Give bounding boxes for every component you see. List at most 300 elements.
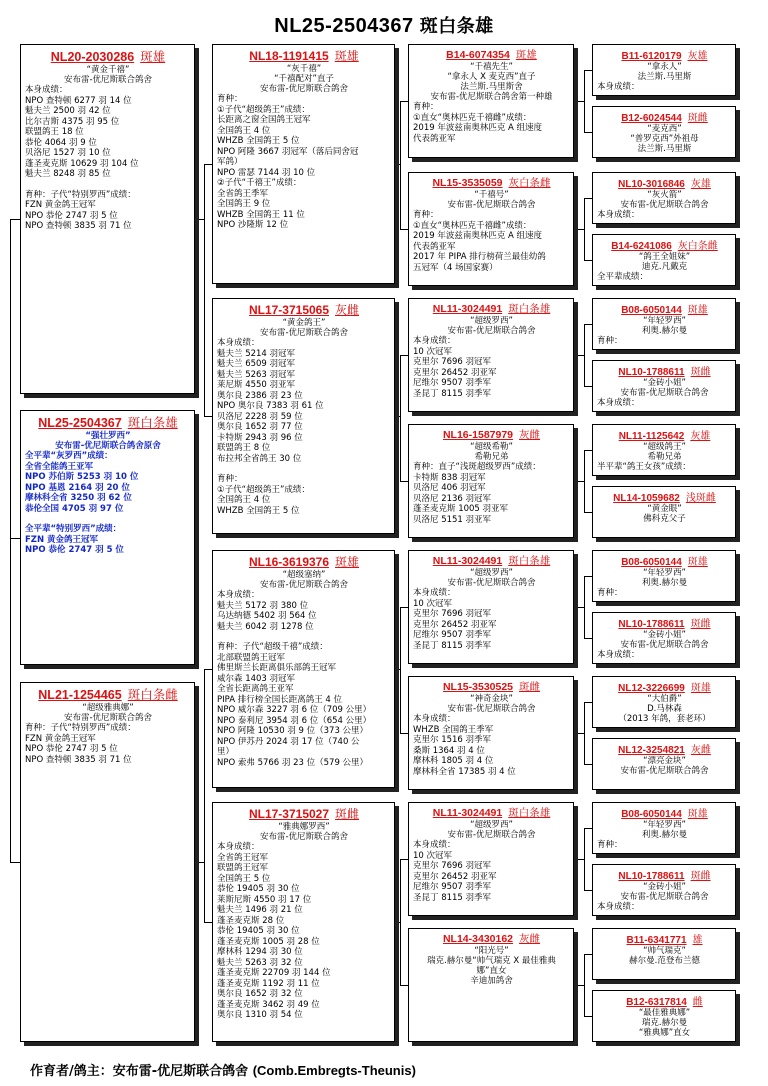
connector-line <box>204 669 212 670</box>
card-ring-header <box>597 553 732 568</box>
ring-number: B08-6050144 <box>621 809 682 820</box>
connector-line <box>400 101 408 102</box>
performance-line: 魁夫兰 5263 羽冠军 <box>217 369 296 380</box>
card-ring-header <box>597 679 732 694</box>
performance-line: 奥尔良 1310 羽 54 位 <box>217 1010 303 1020</box>
ring-number: NL11-1125642 <box>618 431 685 442</box>
pigeon-lineage: 佛科克父子 <box>643 514 686 524</box>
pigeon-card-mmf <box>408 802 574 916</box>
pigeon-name: “超级罗西” <box>470 316 513 326</box>
card-ring-header <box>597 301 732 316</box>
performance-line: 10 次冠军 <box>413 850 453 861</box>
ring-number: NL12-3226699 <box>618 683 685 694</box>
performance-line: 本身成绩： <box>597 398 640 408</box>
connector-line <box>10 219 11 862</box>
card-ring-header <box>217 301 391 318</box>
performance-line: NPO 泰利尼 3954 羽 6 位（654 公里） <box>217 715 372 726</box>
connector-line <box>400 859 401 985</box>
pigeon-lineage: 希勒兄弟 <box>474 452 509 462</box>
pigeon-owner: 安布雷-优尼斯联合鸽舍 <box>259 580 349 590</box>
performance-line: 卡特斯 838 羽冠军 <box>413 472 486 483</box>
pigeon-color: 灰雌 <box>519 933 541 945</box>
performance-line: FZN 黄金鸽王冠军 <box>25 733 96 744</box>
pigeon-lineage: 赫尔曼.范登布兰德 <box>629 956 700 966</box>
pigeon-lineage: 安布雷-优尼斯联合鸽舍 <box>620 200 709 210</box>
performance-line: 本身成绩： <box>597 902 640 912</box>
ring-number: NL10-1788611 <box>618 871 685 882</box>
pigeon-card-mfm <box>408 676 574 790</box>
performance-line: 本身成绩： <box>413 336 456 346</box>
pigeon-name: “雅典娜罗西” <box>278 822 330 832</box>
connector-line <box>400 355 408 356</box>
performance-line: 育种：直子“浅斑超级罗西”成绩： <box>413 462 541 472</box>
performance-line: 克里尔 7696 羽冠军 <box>413 861 492 871</box>
card-ring-header <box>597 237 732 252</box>
performance-line: FZN 黄金鸽王冠军 <box>25 534 99 545</box>
connector-line <box>584 198 592 199</box>
ring-number: NL14-3430162 <box>442 933 514 945</box>
pigeon-card-fmm <box>408 424 574 538</box>
pigeon-owner: 安布雷-优尼斯联合鸽舍 <box>63 75 153 85</box>
pigeon-card-fmf <box>408 298 574 412</box>
performance-line: 全国鸽王 4 位 <box>217 495 271 505</box>
connector-line <box>584 828 585 890</box>
card-ring-header <box>25 685 191 703</box>
performance-line: 摩林科 1294 羽 30 位 <box>217 947 303 957</box>
performance-line: 育种：子代“特别罗西”成绩： <box>25 189 136 200</box>
card-ring-header <box>597 867 732 882</box>
performance-line: 育种： <box>217 94 243 104</box>
pigeon-name: “超级罗西” <box>470 820 513 830</box>
performance-line: 全省鸽王季军 <box>217 188 269 199</box>
connector-line <box>584 954 585 1016</box>
ring-number: NL10-3016846 <box>618 179 685 190</box>
performance-line: 圣昆丁 8115 羽季军 <box>413 640 492 651</box>
card-ring-header <box>597 47 732 62</box>
performance-line: 10 次冠军 <box>413 598 453 609</box>
connector-line <box>584 702 592 703</box>
performance-line: 摩林科 1805 羽 4 位 <box>413 756 494 766</box>
performance-line: ①子代“超级鸽王”成绩： <box>217 104 310 115</box>
performance-line: 比尔吉斯 4375 羽 95 位 <box>25 116 120 127</box>
connector-line <box>10 219 20 220</box>
pigeon-name: “超级希勒” <box>470 442 513 452</box>
card-ring-header <box>413 427 570 442</box>
pigeon-lineage: “千禧配对”直子 <box>274 74 334 84</box>
performance-line: 克里尔 7696 羽冠军 <box>413 357 492 367</box>
ring-number: NL15-3535059 <box>432 177 503 189</box>
pigeon-name: “超级雅典娜” <box>82 703 134 713</box>
performance-line: 佛里斯兰长距离俱乐部鸽王冠军 <box>217 663 337 673</box>
performance-line: 莱斯尼斯 4550 羽 17 位 <box>217 894 312 905</box>
card-ring-header <box>413 679 570 694</box>
pigeon-owner: 安布雷-优尼斯联合鸽舍 <box>447 704 536 714</box>
performance-line: 联盟鸽王冠军 <box>217 863 269 873</box>
pigeon-card-g12 <box>592 738 736 790</box>
pigeon-card-g9 <box>592 550 736 602</box>
ring-number: NL25-2504367 <box>38 416 122 430</box>
pigeon-name: “大伯爵” <box>647 694 682 704</box>
performance-line: 辛迪加鸽舍 <box>470 976 513 986</box>
ring-number: NL14-1059682 <box>613 493 680 504</box>
performance-line: 尼维尔 9507 羽季军 <box>413 378 492 388</box>
ring-number: NL10-1788611 <box>618 367 685 378</box>
performance-line: NPO 查特顿 3835 羽 71 位 <box>25 221 132 231</box>
performance-line: 魁夫兰 6509 羽冠军 <box>217 359 296 369</box>
pigeon-lineage-2: “雅典娜”直女 <box>638 1028 691 1038</box>
performance-line: ①子代“超级鸽王”成绩： <box>217 484 310 495</box>
pigeon-name: “千禧先生” <box>470 62 513 72</box>
pigeon-color: 灰雄 <box>690 179 711 190</box>
spacer <box>217 632 391 642</box>
performance-line: NPO 苏伯斯 5253 羽 10 位 <box>25 472 139 482</box>
performance-line: NPO 威尔森 3227 羽 6 位（709 公里） <box>217 705 372 715</box>
performance-line: 卡特斯 2943 羽 96 位 <box>217 432 303 443</box>
card-ring-header <box>217 553 391 570</box>
card-ring-header <box>413 805 570 820</box>
pigeon-lineage: 瑞克.赫尔曼 <box>641 1018 688 1028</box>
performance-line: 军鸽） <box>217 157 243 167</box>
card-ring-header <box>597 175 732 190</box>
performance-line: 本身成绩： <box>217 338 260 348</box>
performance-line: 摩林科全省 3250 羽 62 位 <box>25 493 132 503</box>
pigeon-card-g8 <box>592 486 736 538</box>
performance-line: NPO 恭伦 2747 羽 5 位 <box>25 210 118 221</box>
connector-line <box>204 164 212 165</box>
performance-line: 恭伦 19405 羽 30 位 <box>217 926 300 936</box>
pigeon-lineage: 安布雷-优尼斯联合鸽舍 <box>620 388 709 398</box>
connector-line <box>584 198 585 260</box>
pigeon-color: 斑雄 <box>687 305 708 316</box>
spacer <box>25 514 191 524</box>
performance-line: 育种：子代“超级千禧”成绩： <box>217 642 328 652</box>
ring-number: B08-6050144 <box>621 305 682 316</box>
pigeon-color: 斑雌 <box>335 807 360 821</box>
connector-line <box>584 512 592 513</box>
pigeon-owner: 安布雷-优尼斯联合鸽舍 <box>447 578 536 588</box>
connector-line <box>204 164 205 416</box>
ring-number: NL17-3715065 <box>248 303 330 317</box>
performance-line: 育种： <box>413 102 439 112</box>
pigeon-lineage: 法兰斯.马里斯 <box>637 72 692 82</box>
card-ring-header <box>597 931 732 946</box>
ring-number: NL20-2030286 <box>50 50 135 64</box>
performance-line: 本身成绩： <box>413 840 456 850</box>
ring-number: B08-6050144 <box>621 557 682 568</box>
pigeon-color: 斑雌 <box>519 681 541 693</box>
performance-line: 全国鸽王 9 位 <box>217 199 271 209</box>
pigeon-color: 斑白条雄 <box>508 555 551 567</box>
pigeon-name: “超级塞纳” <box>282 570 326 580</box>
performance-line: 奥尔良 1652 羽 77 位 <box>217 422 303 432</box>
pigeon-lineage: 利奥.赫尔曼 <box>641 830 688 840</box>
performance-line: ②子代“千禧王”成绩： <box>217 178 302 188</box>
card-ring-header <box>597 805 732 820</box>
performance-line: 2019 年波兹南奥林匹克 A 组速度 <box>413 123 543 133</box>
pigeon-card-ff <box>212 44 395 284</box>
pigeon-color: 灰雌 <box>519 429 541 441</box>
pigeon-color: 灰雄 <box>687 51 708 62</box>
pigeon-lineage: 利奥.赫尔曼 <box>641 578 688 588</box>
ring-number: B11-6120179 <box>621 51 682 62</box>
performance-line: 全平辈成绩： <box>597 272 649 282</box>
connector-line <box>584 638 592 639</box>
pigeon-owner: 安布雷-优尼斯联合鸽舍 <box>259 832 349 842</box>
performance-line: 代表鸽亚军 <box>413 241 456 252</box>
pigeon-color: 斑白条雄 <box>508 303 551 315</box>
card-ring-header <box>413 553 570 568</box>
pigeon-color: 斑雄 <box>687 557 708 568</box>
spacer <box>25 180 191 190</box>
performance-line: 奥尔良 2386 羽 23 位 <box>217 390 303 401</box>
pigeon-color: 灰白条雌 <box>508 177 551 189</box>
performance-line: 2019 年波兹南奥林匹克 A 组速度 <box>413 231 543 241</box>
connector-line <box>400 607 401 733</box>
ring-number: NL18-1191415 <box>249 49 329 63</box>
pigeon-card-g4 <box>592 234 736 286</box>
performance-line: 里） <box>217 747 235 757</box>
pigeon-name: “漂亮金块” <box>643 756 686 766</box>
connector-line <box>584 1016 592 1017</box>
pigeon-lineage: “拿永人 X 麦克西”直子 <box>447 72 536 82</box>
performance-line: WHZB 全国鸽王季军 <box>413 724 494 735</box>
connector-line <box>204 669 205 922</box>
pigeon-color: 斑雄 <box>690 683 711 694</box>
performance-line: 魁夫兰 2500 羽 42 位 <box>25 106 111 116</box>
card-ring-header <box>217 47 391 64</box>
pigeon-color: 浅斑雌 <box>685 493 716 504</box>
pigeon-name: “拿永人” <box>647 62 682 72</box>
pigeon-name: “金砖小姐” <box>643 378 686 388</box>
performance-line: 克里尔 26452 羽亚军 <box>413 619 497 630</box>
performance-line: 全省长距离鸽王亚军 <box>217 684 294 694</box>
connector-line <box>400 985 408 986</box>
performance-line: 本身成绩： <box>413 588 456 598</box>
card-ring-header <box>597 489 732 504</box>
ring-number: B14-6241086 <box>611 241 672 252</box>
ring-number: B14-6074354 <box>446 49 510 61</box>
ring-number: B11-6341771 <box>626 935 687 946</box>
pigeon-lineage: 迪克.凡戴克 <box>641 262 688 272</box>
pigeon-color: 斑白条雄 <box>127 415 178 430</box>
pigeon-lineage-2: 法兰斯.马里斯舍 <box>460 82 523 92</box>
performance-line: 本身成绩： <box>413 714 456 724</box>
card-ring-header <box>597 741 732 756</box>
connector-line <box>584 70 585 132</box>
pigeon-card-mm <box>212 802 395 1042</box>
performance-line: PIPA 排行榜全国长距离鸽王 4 位 <box>217 694 343 705</box>
connector-line <box>584 890 592 891</box>
performance-line: 育种： <box>597 588 623 598</box>
pigeon-lineage-2: 法兰斯.马里斯 <box>637 144 692 154</box>
pigeon-color: 灰雌 <box>335 303 360 317</box>
performance-line: 圣昆丁 8115 羽季军 <box>413 388 492 399</box>
pigeon-color: 斑雌 <box>687 113 708 124</box>
performance-line: 尼维尔 9507 羽季军 <box>413 882 492 892</box>
pigeon-card-g2 <box>592 106 736 158</box>
pigeon-color: 雄 <box>692 935 703 946</box>
performance-line: 全省全能鸽王亚军 <box>25 461 94 472</box>
card-ring-header <box>413 301 570 316</box>
pigeon-color: 斑雌 <box>690 367 711 378</box>
pigeon-card-mf <box>212 550 395 788</box>
card-ring-header <box>413 47 570 62</box>
connector-line <box>400 733 408 734</box>
spacer <box>217 464 391 474</box>
ring-number: NL16-3619376 <box>248 555 330 569</box>
connector-line <box>584 132 592 133</box>
connector-line <box>584 576 585 638</box>
connector-line <box>584 70 592 71</box>
performance-line: 贝洛尼 2136 羽冠军 <box>413 493 492 504</box>
connector-line <box>584 828 592 829</box>
pigeon-lineage: 安布雷-优尼斯联合鸽舍 <box>620 892 709 902</box>
performance-line: NPO 阿隆 3667 羽冠军（落后同舍冠 <box>217 146 359 157</box>
pigeon-owner: 安布雷-优尼斯联合鸽舍 <box>63 713 153 723</box>
performance-line: 恭伦全国 4705 羽 97 位 <box>25 503 124 514</box>
performance-line: 克里尔 7696 羽冠军 <box>413 609 492 619</box>
pigeon-color: 斑雄 <box>335 555 360 569</box>
breeder-footer: 作育者/鸽主：安布雷-优尼斯联合鸽舍 (Comb.Embregts-Theunis) <box>30 1063 416 1079</box>
card-ring-header <box>413 931 570 946</box>
performance-line: 恭伦 19405 羽 30 位 <box>217 884 300 894</box>
connector-line <box>10 862 20 863</box>
performance-line: NPO 阿隆 10530 羽 9 位（373 公里） <box>217 726 369 736</box>
connector-line <box>584 386 592 387</box>
performance-line: 五冠军（4 场国家赛） <box>413 262 498 273</box>
performance-line: 布拉邦全省鸽王 30 位 <box>217 453 302 464</box>
ring-number: NL21-1254465 <box>38 688 122 702</box>
performance-line: NPO 恭伦 2747 羽 5 位 <box>25 744 118 754</box>
pigeon-name: “强壮罗西” <box>85 431 131 441</box>
connector-line <box>584 450 585 512</box>
pigeon-color: 斑雄 <box>515 49 537 61</box>
pigeon-card-g7 <box>592 424 736 476</box>
performance-line: 克里尔 26452 羽亚军 <box>413 871 497 882</box>
connector-line <box>584 324 592 325</box>
performance-line: 蓬圣麦克斯 3462 羽 49 位 <box>217 999 320 1010</box>
performance-line: 蓬圣麦克斯 1005 羽亚军 <box>413 504 509 514</box>
connector-line <box>584 764 592 765</box>
performance-line: NPO 查特顿 6277 羽 14 位 <box>25 95 132 106</box>
pigeon-color: 斑白条雄 <box>508 807 551 819</box>
performance-line: 育种： <box>597 336 623 346</box>
pigeon-card-g11 <box>592 676 736 728</box>
pigeon-color: 斑雄 <box>140 49 166 64</box>
ring-number: NL17-3715027 <box>248 807 330 821</box>
ring-number: NL11-3024491 <box>432 555 503 567</box>
performance-line: ①直女“奥林匹克千禧雌”成绩： <box>413 112 532 123</box>
pigeon-lineage: 利奥.赫尔曼 <box>641 326 688 336</box>
pigeon-color: 灰雄 <box>690 431 711 442</box>
ring-number: NL12-3254821 <box>618 745 685 756</box>
card-ring-header <box>597 427 732 442</box>
performance-line: 2017 年 PIPA 排行榜荷兰最佳幼鸽 <box>413 252 546 262</box>
performance-line: 魁夫兰 1496 羽 21 位 <box>217 905 303 915</box>
performance-line: FZN 黄金鸽王冠军 <box>25 200 96 210</box>
performance-line: 贝洛尼 406 羽冠军 <box>413 483 486 493</box>
performance-line: 代表鸽亚军 <box>413 133 456 144</box>
connector-line <box>400 607 408 608</box>
pigeon-name: “年轻罗西” <box>643 820 686 830</box>
pigeon-card-ffm <box>408 172 574 286</box>
card-ring-header <box>217 805 391 822</box>
pigeon-color: 斑雌 <box>690 619 711 630</box>
pigeon-card-g14 <box>592 864 736 916</box>
card-ring-header <box>413 175 570 190</box>
connector-line <box>584 702 585 764</box>
performance-line: 长距离之窗全国鸽王冠军 <box>217 115 311 125</box>
connector-line <box>584 324 585 386</box>
pigeon-owner: 安布雷-优尼斯联合鸽舍 <box>259 328 349 338</box>
performance-line: 育种： <box>597 840 623 850</box>
pigeon-name: “麦克西” <box>647 124 682 134</box>
performance-line: 娜”直女 <box>476 966 507 976</box>
performance-line: 本身成绩： <box>597 650 640 660</box>
pigeon-name: “超级罗西” <box>470 568 513 578</box>
connector-line <box>400 355 401 481</box>
performance-line: 本身成绩： <box>597 82 640 92</box>
pigeon-color: 雌 <box>692 997 703 1008</box>
connector-line <box>400 101 401 229</box>
performance-line: 克里尔 1516 羽季军 <box>413 735 492 745</box>
card-ring-header <box>25 47 191 65</box>
connector-line <box>584 450 592 451</box>
ring-number: NL16-1587979 <box>442 429 514 441</box>
pigeon-card-father <box>20 44 195 394</box>
connector-line <box>584 260 592 261</box>
performance-line: NPO 索弗 5766 羽 23 位（579 公里） <box>217 757 369 768</box>
connector-line <box>400 229 408 230</box>
performance-line: 莱尼斯 4550 羽亚军 <box>217 380 296 390</box>
performance-line: 魁夫兰 5214 羽冠军 <box>217 348 296 359</box>
pigeon-card-g5 <box>592 298 736 350</box>
pigeon-card-g13 <box>592 802 736 854</box>
pigeon-name: “黄金千禧” <box>86 65 130 75</box>
performance-line: 育种： <box>413 210 439 220</box>
pigeon-name: “鸽王全姐妹” <box>638 252 691 262</box>
card-ring-header <box>597 363 732 378</box>
pigeon-card-g6 <box>592 360 736 412</box>
performance-line: 瑞克.赫尔曼“帅气瑞克 X 最佳雅典 <box>427 956 556 966</box>
performance-line: 奥尔良 1652 羽 32 位 <box>217 989 303 999</box>
performance-line: NPO 基恩 2164 羽 20 位 <box>25 482 130 493</box>
performance-line: 蓬圣麦克斯 22709 羽 144 位 <box>217 968 331 978</box>
card-ring-header <box>597 109 732 124</box>
performance-line: NPO 恭伦 2747 羽 5 位 <box>25 545 124 555</box>
pigeon-color: 斑雄 <box>687 809 708 820</box>
pigeon-card-fm <box>212 298 395 534</box>
pigeon-card-g10 <box>592 612 736 664</box>
performance-line: 育种： <box>217 474 243 484</box>
connector-line <box>584 576 592 577</box>
pigeon-name: “灰千禧” <box>286 64 322 74</box>
performance-line: 圣昆丁 8115 羽季军 <box>413 892 492 903</box>
performance-line: 贝洛尼 1527 羽 10 位 <box>25 148 111 158</box>
card-ring-header <box>25 413 191 431</box>
performance-line: 乌达纳德 5402 羽 564 位 <box>217 611 317 621</box>
performance-line: 魁夫兰 6042 羽 1278 位 <box>217 621 314 632</box>
ring-number: B12-6317814 <box>626 997 687 1008</box>
ring-number: B12-6024544 <box>621 113 682 124</box>
pigeon-owner: 安布雷-优尼斯联合鸽舍 <box>447 326 536 336</box>
connector-line <box>400 481 408 482</box>
pigeon-card-mmm <box>408 928 574 1042</box>
pigeon-name: “黄金鸽王” <box>282 318 326 328</box>
pigeon-card-g3 <box>592 172 736 224</box>
performance-line: 全省鸽王冠军 <box>217 852 269 863</box>
card-ring-header <box>597 993 732 1008</box>
